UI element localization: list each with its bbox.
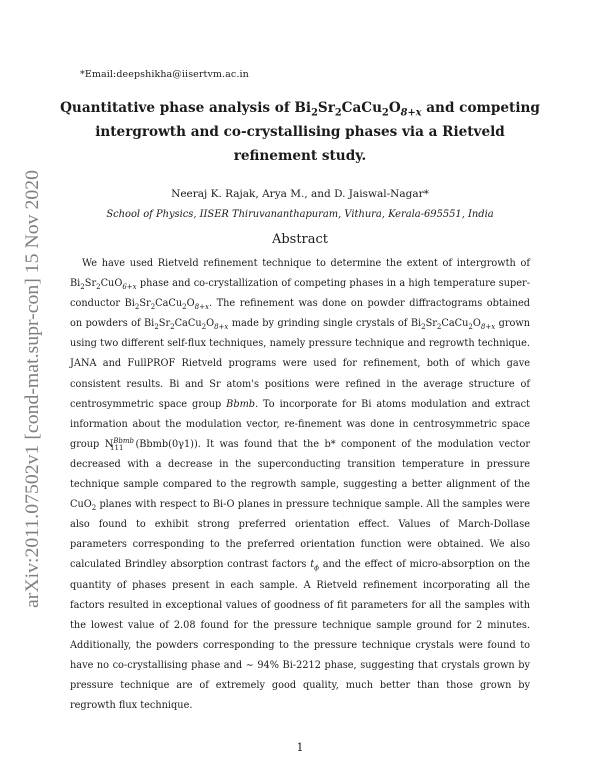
page-number: 1	[296, 741, 304, 754]
arxiv-stamp-svg	[6, 168, 56, 608]
arxiv-margin-stamp	[6, 168, 56, 608]
affiliation: School of Physics, IISER Thiruvananthapuram, Vithura, Kerala-695551, India	[106, 209, 494, 220]
arxiv-identifier: arXiv:2011.07502v1 [cond-mat.supr-con] 15 Nov 2020	[22, 186, 43, 608]
abstract-heading: Abstract	[271, 232, 329, 247]
abstract-body: We have used Rietveld refinement technique to determine the extent of intergrowth of $Bi_2Sr_2CuO_{6+x}$ phase and co-crystallization of competing phases in a high temperature super-conductor $Bi_2Sr_2CaCu_2O_{8+x}$. The refinement was done on powder diffractograms obtained on powders of $Bi_2Sr_2CaCu_2O_{8+x}$ made by grinding single crystals of $Bi_2Sr_2CaCu_2O_{8+x}$ grown using two different self-flux techniques, namely pressure technique and regrowth technique. JANA and FullPROF Rietveld programs were used for refinement, both of which gave consistent results. Bi and Sr atom's positions were refined in the average structure of centrosymmetric space group Bbmb. To incorporate for Bi atoms modulation and extract information about the modulation vector, re-finement was done in centrosymmetric space group $N^{Bbmb}_{111}$ (Bbmb(0γ1)). It was found that the b* component of the modulation vector decreased with a decrease in the superconducting transition temperature in pressure technique sample compared to the regrowth sample, suggesting a better alignment of the CuO$_2$ planes with respect to Bi-O planes in pressure technique sample. All the samples were also found to exhibit strong preferred orientation effect. Values of March-Dollase parameters corresponding to the preferred orientation function were obtained. We also calculated Brindley absorption contrast factors $t_\phi$ and the effect of micro-absorption on the quantity of phases present in each sample. A Rietveld refinement incorporating all the factors resulted in exceptional values of goodness of fit parameters for all the samples with the lowest value of 2.08 found for the pressure technique sample ground for 2 minutes. Additionally, the powders corresponding to the pressure technique crystals were found to have no co-crystallising phase and ∼ 94% Bi-2212 phase, suggesting that crystals grown by pressure technique are of extremely good quality, much better than those grown by regrowth flux technique.	[70, 258, 531, 712]
corresponding-email[interactable]: *Email:deepshikha@iisertvm.ac.in	[80, 69, 249, 80]
paper-title: Quantitative phase analysis of $Bi_2Sr_2CaCu_2O_{8+x}$ and competing intergrowth and co-crystallising phases via a Rietveld refinement study.	[60, 100, 540, 164]
author-list: Neeraj K. Rajak, Arya M., and D. Jaiswal-Nagar*	[171, 188, 429, 200]
